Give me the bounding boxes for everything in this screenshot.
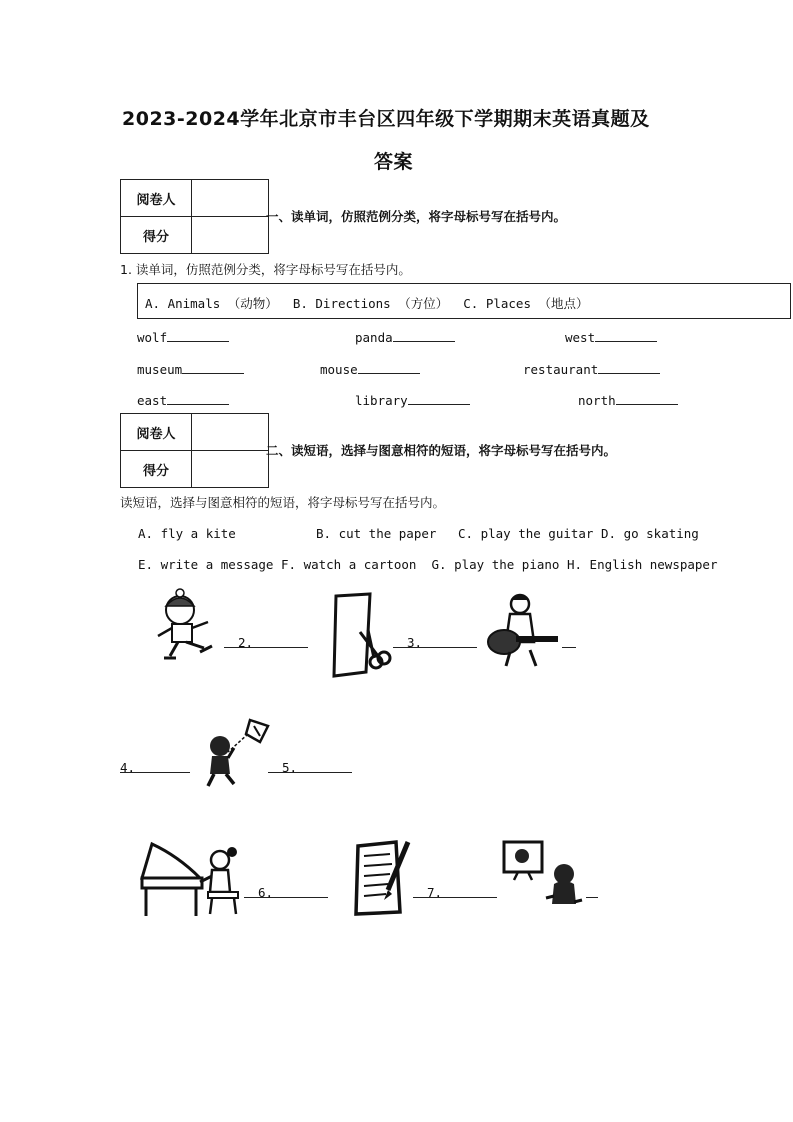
answer-line-4[interactable] bbox=[120, 772, 190, 773]
section1-heading: 一、读单词，仿照范例分类，将字母标号写在括号内。 bbox=[266, 209, 567, 224]
page-title-line2: 答案 bbox=[374, 151, 414, 173]
tv-cartoon-icon bbox=[500, 838, 584, 914]
answer-blank[interactable] bbox=[182, 360, 244, 374]
word-west: west bbox=[565, 330, 596, 345]
answer-line-5[interactable] bbox=[268, 772, 352, 773]
answer-line-7[interactable] bbox=[413, 897, 497, 898]
answer-blank[interactable] bbox=[408, 391, 470, 405]
section2-heading: 二、读短语，选择与图意相符的短语，将字母标号写在括号内。 bbox=[266, 443, 617, 458]
score-cell[interactable] bbox=[192, 217, 269, 254]
question-number-6: 6. bbox=[258, 885, 274, 900]
answer-line-extra[interactable] bbox=[586, 897, 598, 898]
answer-blank[interactable] bbox=[167, 328, 229, 342]
score-box-1 bbox=[120, 179, 269, 254]
answer-line-extra[interactable] bbox=[562, 647, 576, 648]
option-b: B. cut the paper bbox=[316, 526, 437, 541]
word-panda: panda bbox=[355, 330, 393, 345]
word-restaurant: restaurant bbox=[523, 362, 599, 377]
answer-blank[interactable] bbox=[393, 328, 455, 342]
question-number-4: 4. bbox=[120, 760, 136, 775]
word-museum: museum bbox=[137, 362, 183, 377]
score-cell[interactable] bbox=[192, 451, 269, 488]
answer-blank[interactable] bbox=[598, 360, 660, 374]
writing-paper-icon bbox=[350, 838, 414, 918]
answer-blank[interactable] bbox=[167, 391, 229, 405]
reviewer-cell[interactable] bbox=[192, 180, 269, 217]
question-number-3: 3. bbox=[407, 635, 423, 650]
question-number-7: 7. bbox=[427, 885, 443, 900]
answer-blank[interactable] bbox=[358, 360, 420, 374]
option-c-d: C. play the guitar D. go skating bbox=[458, 526, 699, 541]
page-title-line1: 2023-2024学年北京市丰台区四年级下学期期末英语真题及 bbox=[122, 108, 650, 130]
paper-scissors-icon bbox=[330, 592, 392, 680]
answer-line-3[interactable] bbox=[393, 647, 477, 648]
word-library: library bbox=[355, 393, 408, 408]
reviewer-label: 阅卷人 bbox=[121, 180, 192, 217]
answer-line-6[interactable] bbox=[244, 897, 328, 898]
score-box-2 bbox=[120, 413, 269, 488]
category-list: A. Animals （动物） B. Directions （方位） C. Places （地点） bbox=[145, 296, 589, 311]
question-number-5: 5. bbox=[282, 760, 298, 775]
skating-child-icon bbox=[142, 588, 222, 668]
kite-child-icon bbox=[198, 716, 272, 788]
section1-instruction: 1. 读单词，仿照范例分类，将字母标号写在括号内。 bbox=[120, 262, 411, 277]
piano-player-icon bbox=[138, 838, 244, 922]
score-label: 得分 bbox=[121, 217, 192, 254]
option-a: A. fly a kite bbox=[138, 526, 236, 541]
word-wolf: wolf bbox=[137, 330, 168, 345]
category-box bbox=[137, 283, 791, 319]
options-row2: E. write a message F. watch a cartoon G. play the piano H. English newspaper bbox=[138, 557, 718, 572]
guitar-player-icon bbox=[480, 590, 562, 668]
word-east: east bbox=[137, 393, 168, 408]
reviewer-cell[interactable] bbox=[192, 414, 269, 451]
word-north: north bbox=[578, 393, 616, 408]
answer-line-2[interactable] bbox=[224, 647, 308, 648]
word-mouse: mouse bbox=[320, 362, 358, 377]
answer-blank[interactable] bbox=[616, 391, 678, 405]
reviewer-label: 阅卷人 bbox=[121, 414, 192, 451]
question-number-2: 2. bbox=[238, 635, 254, 650]
score-label: 得分 bbox=[121, 451, 192, 488]
answer-blank[interactable] bbox=[595, 328, 657, 342]
section2-instruction: 读短语，选择与图意相符的短语，将字母标号写在括号内。 bbox=[120, 495, 446, 510]
